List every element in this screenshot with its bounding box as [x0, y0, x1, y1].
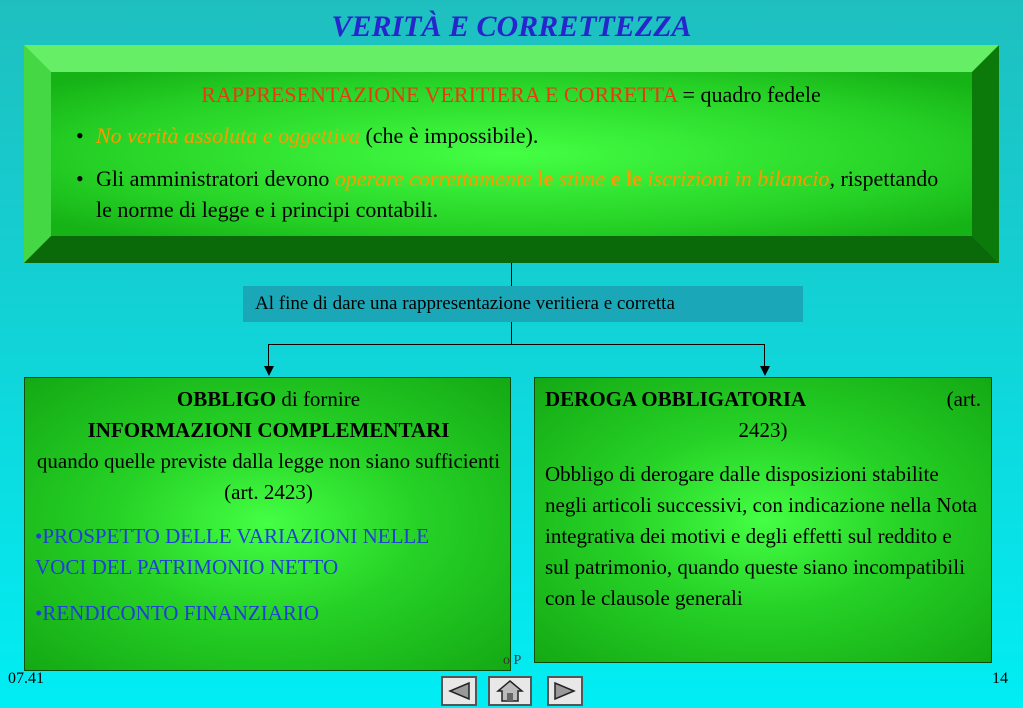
arrow-right-icon	[760, 366, 770, 376]
bullet-dot: •	[76, 123, 84, 148]
headline-red: RAPPRESENTAZIONE VERITIERA E CORRETTA	[201, 82, 678, 107]
bullet2-g: , rispettando le norme di legge e i principi contabili.	[96, 166, 939, 222]
connector-horizontal	[268, 344, 765, 345]
triangle-left-icon	[447, 681, 471, 701]
bullet-dot: •	[76, 166, 84, 191]
arrow-left-icon	[264, 366, 274, 376]
left-item-2: •RENDICONTO FINANZIARIO	[35, 601, 320, 625]
art-label: (art.	[946, 387, 981, 411]
bullet2-e: e le	[605, 166, 648, 191]
connector-top	[511, 263, 512, 286]
bullet1-italic: No verità assoluta e oggettiva	[96, 123, 360, 148]
home-button[interactable]	[488, 676, 532, 706]
deroga-body: Obbligo di derogare dalle disposizioni stabilite negli articoli successivi, con indicazione nella Nota integrativa dei motivi e degli effetti sul reddito e sul patrimonio, quando queste siano incompatibili con le clausole generali	[545, 462, 978, 610]
di-fornire-label: di fornire	[276, 387, 361, 411]
bullet-2	[76, 163, 946, 225]
right-panel	[534, 377, 992, 663]
connector-right-down	[764, 344, 765, 366]
slide-title: VERITÀ E CORRETTEZZA	[331, 10, 692, 43]
left-panel	[24, 377, 511, 671]
prev-button[interactable]	[441, 676, 477, 706]
bullet2-d: stime	[558, 166, 606, 191]
headline	[76, 82, 946, 108]
info-label: INFORMAZIONI COMPLEMENTARI	[87, 418, 450, 442]
bullet2-f: iscrizioni in bilancio	[647, 166, 830, 191]
bevel-content	[76, 80, 946, 230]
bullet2-b: operare correttamente	[334, 166, 532, 191]
page-number: 14	[992, 670, 1008, 687]
home-icon	[496, 679, 524, 703]
art-number: 2423)	[738, 418, 788, 442]
bullet2-a: Gli amministratori devono	[96, 166, 335, 191]
next-button[interactable]	[547, 676, 583, 706]
connector-left-down	[268, 344, 269, 366]
footer-mid: o P	[503, 653, 522, 668]
bullet1-rest: (che è impossibile).	[359, 123, 539, 148]
caption-box: Al fine di dare una rappresentazione veritiera e corretta	[243, 286, 803, 322]
obbligo-label: OBBLIGO	[176, 387, 277, 411]
bevel-box	[24, 45, 999, 263]
quando-text: quando quelle previste dalla legge non siano sufficienti (art. 2423)	[36, 449, 501, 504]
bullet-1	[76, 120, 946, 151]
left-item-1: •PROSPETTO DELLE VARIAZIONI NELLE VOCI DEL PATRIMONIO NETTO	[35, 524, 430, 579]
footer-time: 07.41	[8, 670, 44, 687]
left-panel-heading	[35, 384, 502, 415]
deroga-title: DEROGA OBBLIGATORIA	[545, 387, 807, 411]
triangle-right-icon	[553, 681, 577, 701]
right-panel-heading	[545, 384, 981, 415]
bullet2-c: le	[531, 166, 559, 191]
headline-rest: = quadro fedele	[677, 82, 821, 107]
connector-mid	[511, 322, 512, 344]
